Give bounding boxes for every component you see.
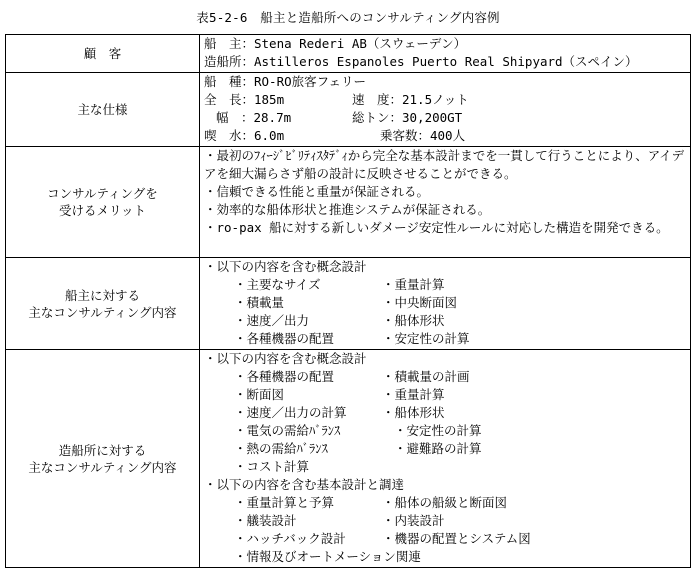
shipyard-label-line2: 主なコンサルティング内容 [28, 459, 177, 475]
merit-item: ・効率的な船体形状と推進システムが保証される。 [204, 202, 491, 217]
merits-content [200, 147, 691, 258]
shipyard-heading-basic: ・以下の内容を含む基本設計と調達 [204, 477, 405, 492]
list-item: ・積載量の計画 [382, 369, 470, 384]
merits-label-line2: 受けるメリット [58, 203, 146, 218]
shipyard-basic-grid [204, 494, 688, 548]
shipyard-concept-grid [204, 368, 688, 476]
merit-item: ・ro-pax 船に対する新しいダメージ安定性ルールに対応した構造を開発できる。 [204, 220, 669, 235]
row-owner-content [6, 258, 691, 350]
table-title: 表5-2-6 船主と造船所へのコンサルティング内容例 [196, 10, 500, 25]
list-item: ・断面図 [234, 387, 285, 402]
list-item: ・船体形状 [382, 313, 445, 328]
grid-spacer [382, 458, 688, 476]
list-item: ・中央断面図 [382, 295, 458, 310]
merit-item: ・信頼できる性能と重量が保証される。 [204, 184, 430, 199]
list-item: ・安定性の計算 [382, 331, 470, 346]
list-item: ・積載量 [234, 295, 285, 310]
label-shipyard-content [6, 350, 200, 568]
list-item: ・熱の需給ﾊﾞﾗﾝｽ [234, 441, 328, 456]
list-item: ・重量計算 [382, 387, 445, 402]
merit-item: ・最初のﾌｨｰｼﾞﾋﾞﾘﾃｨｽﾀﾃﾞｨから完全な基本設計までを一貫して行うことにより、アイデアを細大漏らさず船の設計に反映させることができる。 [204, 148, 685, 181]
spec-length: 全 長：185m [204, 92, 285, 107]
spec-ship-type: 船 種：RO-RO旅客フェリー [204, 74, 367, 89]
label-owner-content [6, 258, 200, 350]
list-item: ・コスト計算 [234, 459, 310, 474]
list-item: ・避難路の計算 [394, 441, 482, 456]
owner-content [200, 258, 691, 350]
list-item: ・主要なサイズ [234, 277, 321, 292]
list-item: ・各種機器の配置 [234, 369, 335, 384]
row-shipyard-content [6, 350, 691, 568]
spec-draft: 喫 水：6.0m [204, 128, 285, 143]
merits-label-line1: コンサルティングを [47, 186, 158, 201]
list-item: ・内装設計 [382, 513, 445, 528]
client-owner: 船 主：Stena Rederi AB（スウェーデン） [204, 36, 467, 51]
owner-label-line2: 主なコンサルティング内容 [28, 304, 177, 320]
list-item: ・ハッチバック設計 [234, 531, 346, 546]
spec-breadth: 幅 ：28.7m [216, 110, 292, 125]
shipyard-info-item: ・情報及びオートメーション関連 [234, 549, 421, 564]
list-item: ・安定性の計算 [394, 423, 482, 438]
spec-passengers: 乗客数：400人 [380, 128, 466, 143]
list-item: ・速度／出力 [234, 313, 310, 328]
row-client [6, 35, 691, 73]
spec-speed: 速 度：21.5ノット [352, 92, 469, 107]
list-item: ・速度／出力の計算 [234, 405, 347, 420]
list-item: ・艤装設計 [234, 513, 297, 528]
owner-label-line1: 船主に対する [64, 287, 140, 303]
list-item: ・電気の需給ﾊﾞﾗﾝｽ [234, 423, 341, 438]
label-merits [6, 147, 200, 258]
shipyard-content [200, 350, 691, 568]
owner-heading: ・以下の内容を含む概念設計 [204, 259, 367, 274]
label-specs: 主な仕様 [6, 73, 200, 147]
shipyard-label-line1: 造船所に対する [58, 442, 147, 458]
owner-items-grid [204, 276, 688, 348]
list-item: ・各種機器の配置 [234, 331, 335, 346]
spec-grid [204, 91, 688, 145]
consulting-table [5, 34, 691, 568]
spec-tonnage: 総トン：30,200GT [352, 110, 463, 125]
client-shipyard: 造船所：Astilleros Espanoles Puerto Real Shipyard（スペイン） [204, 54, 638, 69]
client-content [200, 35, 691, 73]
row-specs [6, 73, 691, 147]
row-merits [6, 147, 691, 258]
label-client: 顧 客 [6, 35, 200, 73]
list-item: ・機器の配置とシステム図 [382, 531, 531, 546]
shipyard-heading-concept: ・以下の内容を含む概念設計 [204, 351, 367, 366]
list-item: ・重量計算 [382, 277, 445, 292]
list-item: ・重量計算と予算 [234, 495, 335, 510]
list-item: ・船体形状 [382, 405, 445, 420]
list-item: ・船体の船級と断面図 [382, 495, 508, 510]
specs-content [200, 73, 691, 147]
